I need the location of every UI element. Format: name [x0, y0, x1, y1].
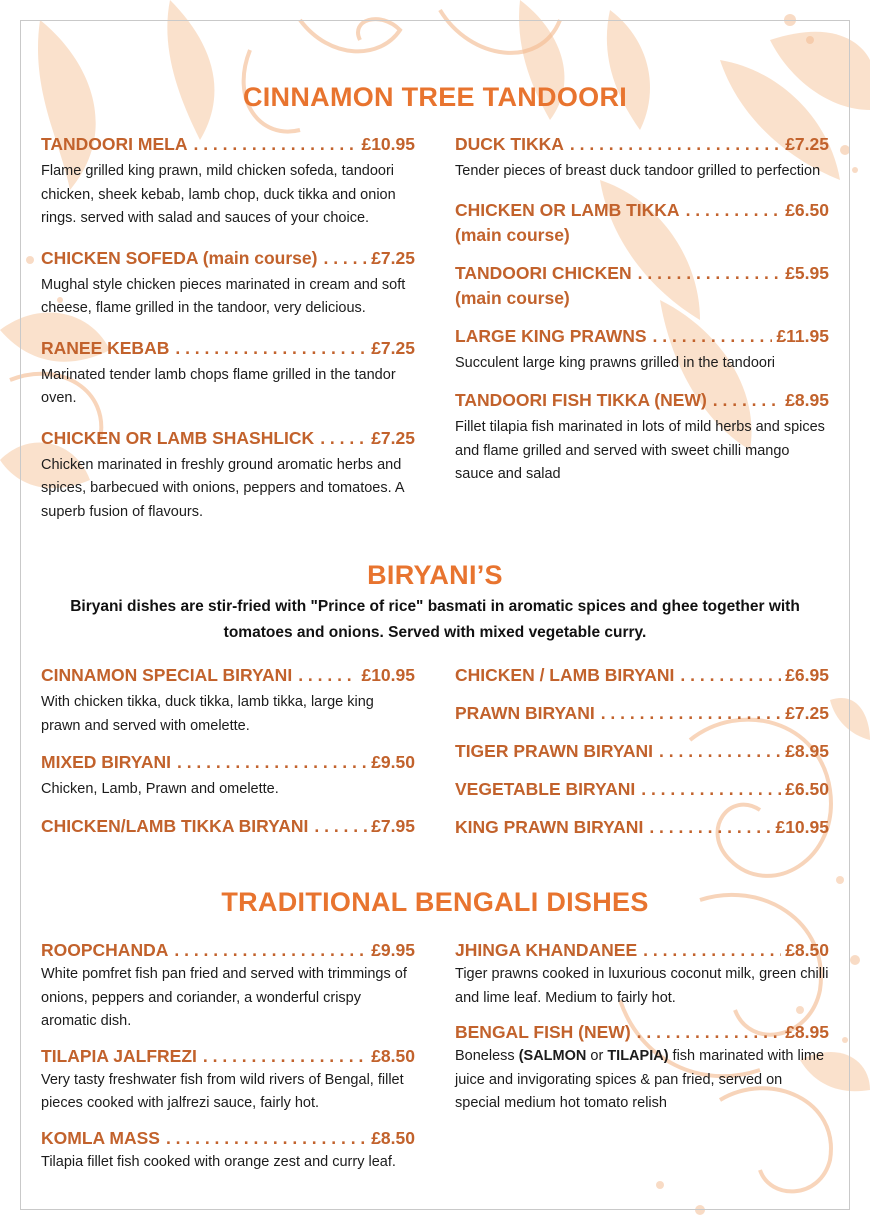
item-subtitle: (main course) — [455, 287, 570, 308]
bengali-left-column — [41, 938, 415, 1174]
item-description: Tilapia fillet fish cooked with orange zest and curry leaf. — [41, 1153, 396, 1170]
item-description: Flame grilled king prawn, mild chicken sofeda, tandoori chicken, sheek kebab, lamb chop, duck tikka and onion rings. served with salad and sauces of your choice. — [41, 163, 396, 226]
tandoori-left-column — [41, 132, 415, 524]
item-name: ROOPCHANDA — [41, 940, 169, 960]
item-price: £7.25 — [371, 427, 415, 448]
bengali-right-column — [455, 938, 829, 1116]
item-name: CINNAMON SPECIAL BIRYANI — [41, 665, 293, 685]
menu-item — [455, 261, 829, 311]
item-subtitle: (main course) — [455, 224, 570, 245]
menu-item — [455, 388, 829, 487]
item-name: CHICKEN / LAMB BIRYANI — [455, 665, 675, 685]
item-name: LARGE KING PRAWNS — [455, 325, 647, 346]
item-name: DUCK TIKKA — [455, 134, 564, 154]
item-name: TIGER PRAWN BIRYANI — [455, 741, 654, 761]
section-title-tandoori: CINNAMON TREE TANDOORI — [242, 82, 628, 112]
item-price: £9.50 — [371, 752, 415, 772]
item-price: £8.95 — [785, 1022, 829, 1042]
item-price: £6.50 — [785, 199, 829, 220]
item-name: MIXED BIRYANI — [41, 752, 171, 772]
menu-item — [41, 1126, 415, 1175]
menu-item — [41, 426, 415, 525]
item-price: £7.95 — [371, 815, 415, 836]
menu-item — [455, 739, 829, 764]
item-name: KOMLA MASS — [41, 1127, 160, 1148]
menu-item — [41, 132, 415, 231]
menu-item — [455, 132, 829, 184]
item-price: £8.50 — [785, 940, 829, 960]
item-price: £10.95 — [361, 134, 415, 154]
item-price: £7.25 — [371, 247, 415, 268]
biryani-left-column — [41, 663, 415, 839]
item-price: £8.95 — [785, 390, 829, 410]
item-price: £10.95 — [361, 665, 415, 685]
menu-item — [455, 777, 829, 802]
item-price: £5.95 — [785, 262, 829, 283]
section-title-biryani: BIRYANI’S — [367, 560, 503, 590]
menu-item — [455, 938, 829, 1010]
item-description: Chicken marinated in freshly ground aromatic herbs and spices, barbecued with onions, peppers and tomatoes. A superb fusion of flavours. — [41, 456, 404, 520]
item-description: Boneless (SALMON or TILAPIA) fish marinated with lime juice and invigorating spices & pan fried, served on special medium hot tomato relish — [455, 1048, 825, 1111]
item-description: Marinated tender lamb chops flame grilled in the tandor oven. — [41, 366, 396, 406]
item-description: Succulent large king prawns grilled in the tandoori — [455, 354, 775, 371]
item-description: Mughal style chicken pieces marinated in cream and soft cheese, flame grilled in the tandoor, very delicious. — [41, 276, 406, 316]
section-title-bengali: TRADITIONAL BENGALI DISHES — [221, 887, 649, 917]
item-name: KING PRAWN BIRYANI — [455, 817, 644, 837]
menu-item — [41, 938, 415, 1034]
item-description: With chicken tikka, duck tikka, lamb tikka, large king prawn and served with omelette. — [41, 694, 374, 734]
menu-item — [41, 663, 415, 738]
menu-item — [455, 1020, 829, 1116]
menu-item — [455, 198, 829, 248]
item-name: TANDOORI FISH TIKKA (NEW) — [455, 390, 707, 410]
item-description: Very tasty freshwater fish from wild rivers of Bengal, fillet pieces cooked with jalfrezi sauce, fairly hot. — [41, 1071, 404, 1111]
item-price: £8.50 — [371, 1127, 415, 1148]
item-price: £10.95 — [775, 817, 829, 837]
menu-item — [41, 336, 415, 411]
item-price: £7.25 — [785, 134, 829, 154]
item-name: BENGAL FISH (NEW) — [455, 1022, 631, 1042]
item-description: Fillet tilapia fish marinated in lots of mild herbs and spices and flame grilled and served with sweet chilli mango sauce and salad — [455, 419, 825, 482]
item-name: RANEE KEBAB — [41, 337, 170, 358]
item-name: PRAWN BIRYANI — [455, 703, 595, 723]
item-name: CHICKEN OR LAMB SHASHLICK — [41, 427, 315, 448]
item-price: £6.95 — [785, 665, 829, 685]
menu-item — [455, 324, 829, 376]
menu-item — [455, 701, 829, 726]
menu-item — [41, 1044, 415, 1116]
item-price: £7.25 — [371, 337, 415, 358]
item-price: £6.50 — [785, 779, 829, 799]
item-name: TANDOORI CHICKEN — [455, 262, 632, 283]
biryani-right-column — [455, 663, 829, 840]
item-description: Tender pieces of breast duck tandoor grilled to perfection — [455, 163, 821, 179]
tandoori-right-column — [455, 132, 829, 487]
menu-item — [455, 815, 829, 840]
item-name: CHICKEN/LAMB TIKKA BIRYANI — [41, 815, 309, 836]
item-name: JHINGA KHANDANEE — [455, 940, 638, 960]
item-name: TILAPIA JALFREZI — [41, 1045, 197, 1066]
item-price: £9.95 — [371, 940, 415, 960]
item-name: TANDOORI MELA — [41, 134, 188, 154]
item-price: £8.50 — [371, 1045, 415, 1066]
menu-item — [41, 814, 415, 839]
item-price: £7.25 — [785, 703, 829, 723]
item-name: VEGETABLE BIRYANI — [455, 779, 636, 799]
item-name: CHICKEN OR LAMB TIKKA — [455, 199, 680, 220]
menu-item — [41, 750, 415, 802]
menu-item — [455, 663, 829, 688]
item-description: Tiger prawns cooked in luxurious coconut milk, green chilli and lime leaf. Medium to fairly hot. — [455, 966, 829, 1006]
item-price: £8.95 — [785, 741, 829, 761]
menu-item — [41, 246, 415, 321]
item-name: CHICKEN SOFEDA (main course) — [41, 247, 318, 268]
biryani-intro: Biryani dishes are stir-fried with "Prince of rice" basmati in aromatic spices and ghee together with tomatoes and onions. Served with mixed vegetable curry. — [70, 598, 800, 641]
item-description: White pomfret fish pan fried and served with trimmings of onions, peppers and coriander, a wonderful crispy aromatic dish. — [41, 966, 407, 1029]
item-description: Chicken, Lamb, Prawn and omelette. — [41, 781, 279, 797]
item-price: £11.95 — [776, 325, 829, 346]
